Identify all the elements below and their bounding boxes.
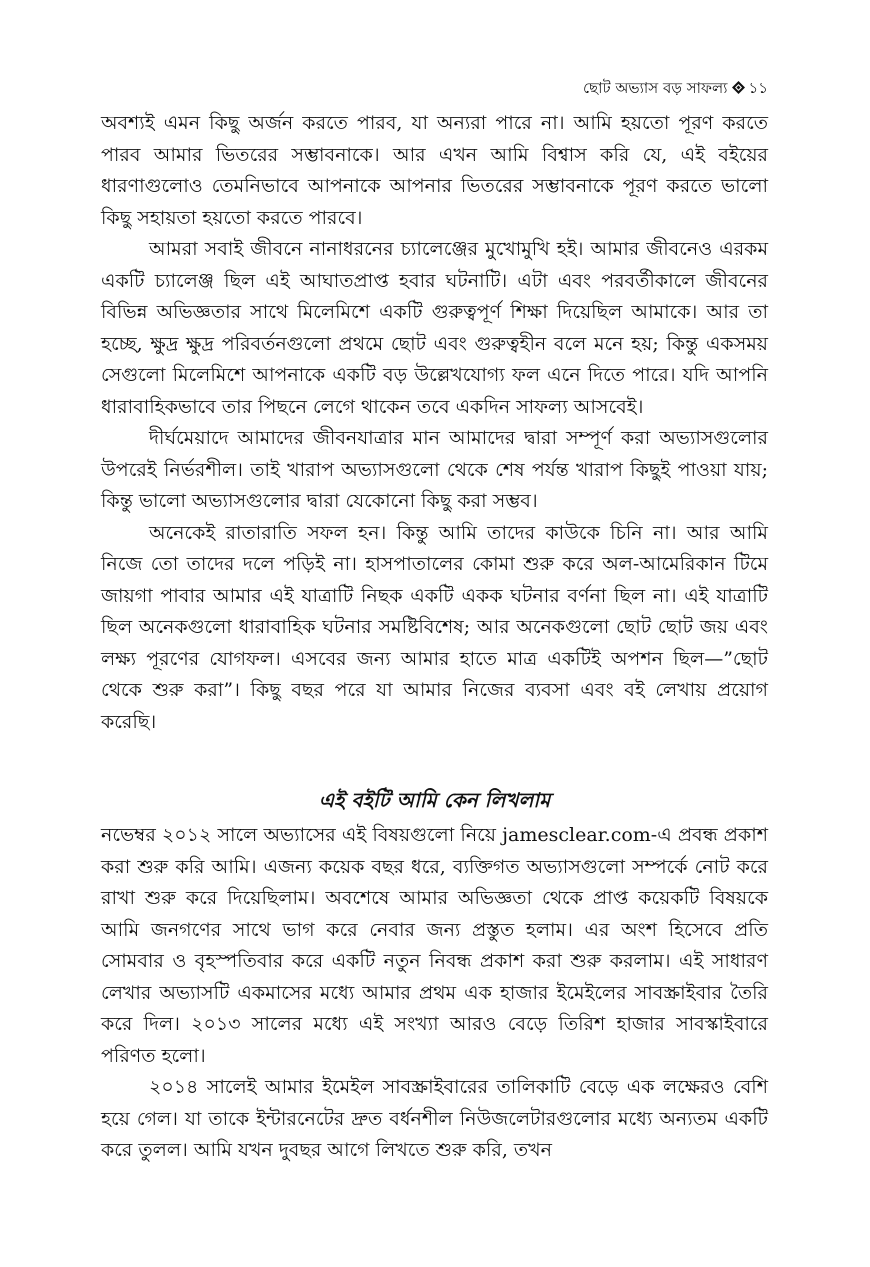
paragraph: আমরা সবাই জীবনে নানাধরনের চ্যালেঞ্জের মুখোমুখি হই। আমার জীবনেও এরকম একটি চ্যালেঞ্জ ছিল এই আঘাতপ্রাপ্ত হবার ঘটনাটি। এটা এবং পরবর্তীকালে জীবনের বিভিন্ন অভিজ্ঞতার সাথে মিলেমিশে একটি গুরুত্বপূর্ণ শিক্ষা দিয়েছিল আমাকে। আর তা হচ্ছে, ক্ষুদ্র ক্ষুদ্র পরিবর্তনগুলো প্রথমে ছোট এবং গুরুত্বহীন বলে মনে হয়; কিন্তু একসময় সেগুলো মিলেমিশে আপনাকে একটি বড় উল্লেখযোগ্য ফল এনে দিতে পারে। যদি আপনি ধারাবাহিকভাবে তার পিছনে লেগে থাকেন তবে একদিন সাফল্য আসবেই। [101, 238, 768, 418]
paragraph: ২০১৪ সালেই আমার ইমেইল সাবস্ক্রাইবারের তালিকাটি বেড়ে এক লক্ষেরও বেশি হয়ে গেল। যা তাকে ইন্টারনেটের দ্রুত বর্ধনশীল নিউজলেটারগুলোর মধ্যে অন্যতম একটি করে তুলল। আমি যখন দুবছর আগে লিখতে শুরু করি, তখন [101, 1076, 768, 1161]
running-head-title: ছোট অভ্যাস বড় সাফল্য [582, 79, 728, 97]
paragraph: অবশ্যই এমন কিছু অর্জন করতে পারব, যা অন্যরা পারে না। আমি হয়তো পূরণ করতে পারব আমার ভিতরের সম্ভাবনাকে। আর এখন আমি বিশ্বাস করি যে, এই বইয়ের ধারণাগুলোও তেমনিভাবে আপনাকে আপনার ভিতরের সম্ভাবনাকে পূরণ করতে ভালো কিছু সহায়তা হয়তো করতে পারবে। [101, 112, 768, 229]
paragraph: দীর্ঘমেয়াদে আমাদের জীবনযাত্রার মান আমাদের দ্বারা সম্পূর্ণ করা অভ্যাসগুলোর উপরেই নির্ভরশীল। তাই খারাপ অভ্যাসগুলো থেকে শেষ পর্যন্ত খারাপ কিছুই পাওয়া যায়; কিন্তু ভালো অভ্যাসগুলোর দ্বারা যেকোনো কিছু করা সম্ভব। [101, 427, 768, 512]
diamond-icon [732, 79, 745, 99]
page-number: ১১ [748, 79, 768, 97]
paragraph: নভেম্বর ২০১২ সালে অভ্যাসের এই বিষয়গুলো নিয়ে jamesclear.com-এ প্রবন্ধ প্রকাশ করা শুরু করি আমি। এজন্য কয়েক বছর ধরে, ব্যক্তিগত অভ্যাসগুলো সম্পর্কে নোট করে রাখা শুরু করে দিয়েছিলাম। অবশেষে আমার অভিজ্ঞতা থেকে প্রাপ্ত কয়েকটি বিষয়কে আমি জনগণের সাথে ভাগ করে নেবার জন্য প্রস্তুত হলাম। এর অংশ হিসেবে প্রতি সোমবার ও বৃহস্পতিবার করে একটি নতুন নিবন্ধ প্রকাশ করা শুরু করলাম। এই সাধারণ লেখার অভ্যাসটি একমাসের মধ্যে আমার প্রথম এক হাজার ইমেইলের সাবস্ক্রাইবার তৈরি করে দিল। ২০১৩ সালের মধ্যে এই সংখ্যা আরও বেড়ে তিরিশ হাজার সাবস্কাইবারে পরিণত হলো। [101, 824, 768, 1067]
section-heading: এই বইটি আমি কেন লিখলাম [318, 788, 551, 812]
paragraph: অনেকেই রাতারাতি সফল হন। কিন্তু আমি তাদের কাউকে চিনি না। আর আমি নিজে তো তাদের দলে পড়িই না। হাসপাতালের কোমা শুরু করে অল-আমেরিকান টিমে জায়গা পাবার আমার এই যাত্রাটি নিছক একটি একক ঘটনার বর্ণনা ছিল না। এই যাত্রাটি ছিল অনেকগুলো ধারাবাহিক ঘটনার সমষ্টিবিশেষ; আর অনেকগুলো ছোট ছোট জয় এবং লক্ষ্য পূরণের যোগফল। এসবের জন্য আমার হাতে মাত্র একটিই অপশন ছিল—”ছোট থেকে শুরু করা”। কিছু বছর পরে যা আমার নিজের ব্যবসা এবং বই লেখায় প্রয়োগ করেছি। [101, 521, 768, 733]
body-text [101, 108, 768, 1167]
running-head [583, 78, 768, 99]
